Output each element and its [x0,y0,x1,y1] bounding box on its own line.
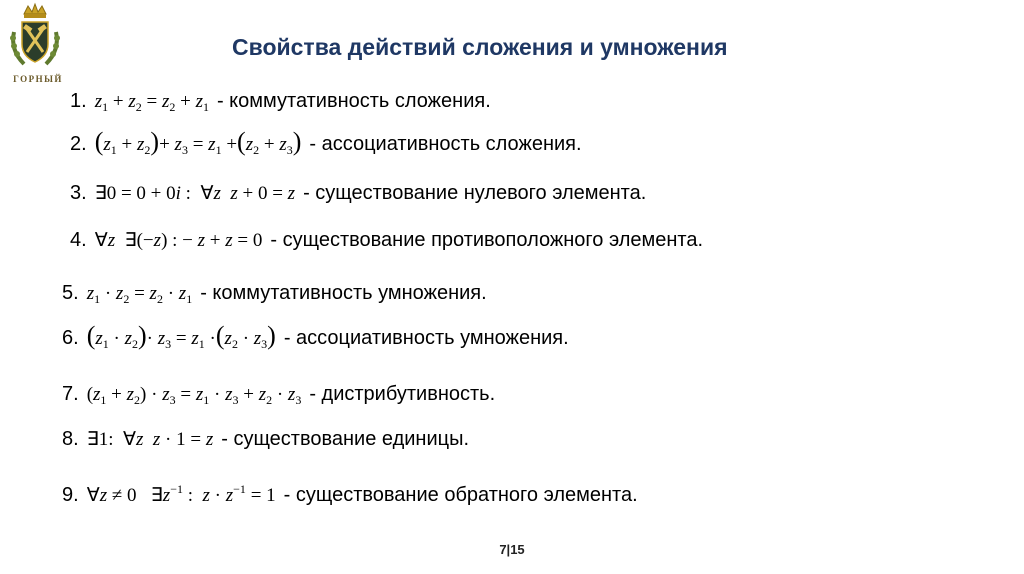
formula-5: $z_1 \cdot z_2 = z_2 \cdot z_1$ [86,283,193,306]
property-1 [70,88,491,120]
property-4 [70,227,703,254]
property-number: 1. [70,90,87,112]
formula-6: $(z_1 \cdot z_2)\cdot z_3 = z_1 \cdot(z_2 \cdot z_3)$ [86,321,276,351]
property-3 [70,180,646,207]
property-description: - коммутативность сложения. [216,90,491,112]
property-8 [62,426,469,453]
formula-9: ∀z ≠ 0 $\exists z^{-1}$ : $z \cdot z^{-1} = 1$ [86,482,276,506]
property-number: 2. [70,133,87,155]
property-number: 9. [62,484,79,506]
property-description: - ассоциативность умножения. [283,327,569,349]
property-description: - существование нулевого элемента. [303,182,647,204]
property-9 [62,476,638,509]
property-description: - существование противоположного элемента. [270,229,704,251]
property-number: 5. [62,282,79,304]
property-number: 4. [70,229,87,251]
property-number: 8. [62,428,79,450]
formula-3: ∃0 = 0 + 0i : ∀z z + 0 = z [94,183,296,204]
property-6 [62,321,569,357]
logo-text: ГОРНЫЙ [13,74,63,84]
crest-icon [2,2,68,74]
property-description: - существование обратного элемента. [283,484,638,506]
property-5 [62,280,487,312]
property-number: 6. [62,327,79,349]
property-7 [62,381,495,413]
property-description: - существование единицы. [221,428,470,450]
property-2 [70,127,582,163]
formula-1: $z_1 + z_2 = z_2 + z_1$ [94,91,209,114]
slide-title: Свойства действий сложения и умножения [232,34,728,60]
formula-7: $(z_1 + z_2) \cdot z_3 = z_1 \cdot z_3 + z_2 \cdot z_3$ [86,384,302,407]
property-description: - коммутативность умножения. [200,282,487,304]
formula-2: $(z_1 + z_2)+ z_3 = z_1 +(z_2 + z_3)$ [94,127,302,157]
formula-4: ∀z ∃(−z) : − z + z = 0 [94,230,263,251]
page-number: 7|15 [499,542,525,557]
formula-8: ∃1: ∀z z · 1 = z [86,429,214,450]
property-description: - дистрибутивность. [309,383,496,405]
university-logo [2,2,68,86]
property-description: - ассоциативность сложения. [309,133,582,155]
property-number: 7. [62,383,79,405]
property-number: 3. [70,182,87,204]
